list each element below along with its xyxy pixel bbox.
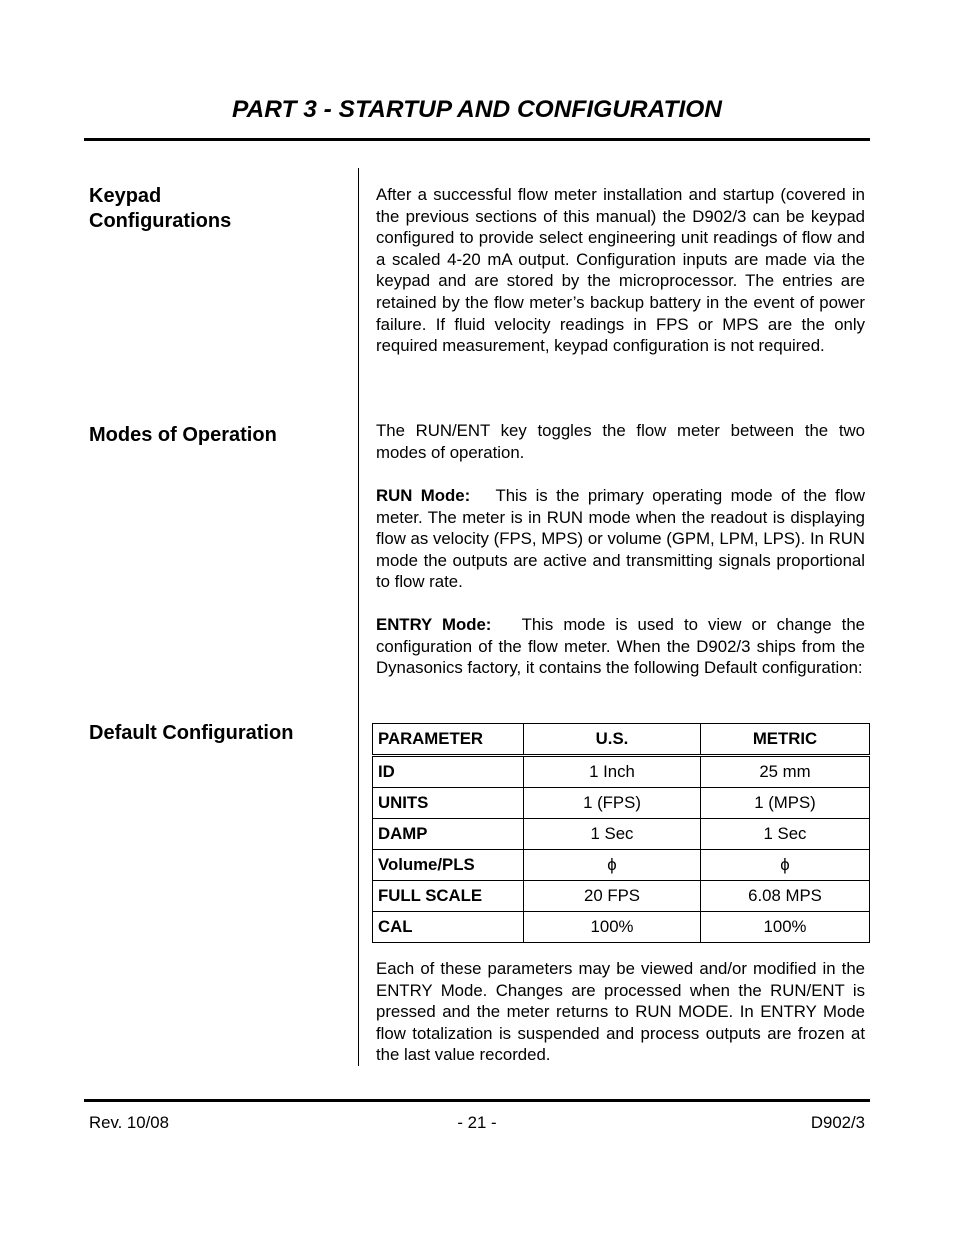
footer-model: D902/3 xyxy=(810,1113,865,1132)
table-row xyxy=(373,788,870,819)
row-metric-value: 25 mm xyxy=(701,756,870,788)
run-mode-text: This is the primary operating mode of the flow meter. The meter is in RUN mode when the readout is displaying flow as velocity (FPS, MPS) or volume (GPM, LPM, LPS). In RUN mode the outputs are active and transmitting signals proportional to flow rate. xyxy=(376,486,866,592)
footer-revision: Rev. 10/08 xyxy=(89,1113,169,1132)
modes-intro-paragraph: The RUN/ENT key toggles the flow meter between the two modes of operation. xyxy=(376,421,865,462)
default-configuration-heading: Default Configuration xyxy=(89,722,294,744)
row-us-value: ϕ xyxy=(524,849,701,880)
table-header-row xyxy=(373,724,870,756)
title-rule xyxy=(84,138,870,141)
row-metric-value: ϕ xyxy=(701,849,870,880)
modes-of-operation-heading: Modes of Operation xyxy=(89,424,277,446)
run-mode-paragraph xyxy=(376,485,865,593)
row-metric-value: 6.08 MPS xyxy=(701,880,870,911)
table-row xyxy=(373,911,870,942)
row-metric-value: 100% xyxy=(701,911,870,942)
table-row xyxy=(373,880,870,911)
row-us-value: 1 Sec xyxy=(524,819,701,850)
row-parameter: Volume/PLS xyxy=(373,849,524,880)
row-parameter: UNITS xyxy=(373,788,524,819)
entry-mode-paragraph xyxy=(376,614,865,679)
row-us-value: 1 (FPS) xyxy=(524,788,701,819)
header-parameter: PARAMETER xyxy=(373,724,524,756)
table-row xyxy=(373,819,870,850)
header-metric: METRIC xyxy=(701,724,870,756)
page-title: PART 3 - STARTUP AND CONFIGURATION xyxy=(232,96,722,123)
footer-page-number: - 21 - xyxy=(457,1113,497,1132)
keypad-heading-line2: Configurations xyxy=(89,210,232,232)
row-parameter: DAMP xyxy=(373,819,524,850)
row-us-value: 20 FPS xyxy=(524,880,701,911)
entry-mode-text: This mode is used to view or change the configuration of the flow meter. When the D902/3 ships from the Dynasonics factory, it contains the following Default configuration: xyxy=(376,615,866,678)
row-metric-value: 1 Sec xyxy=(701,819,870,850)
row-metric-value: 1 (MPS) xyxy=(701,788,870,819)
footer-rule xyxy=(84,1099,870,1102)
after-table-paragraph: Each of these parameters may be viewed and/or modified in the ENTRY Mode. Changes are processed when the RUN/ENT is pressed and the meter returns to RUN MODE. In ENTRY Mode flow totalization is suspended and process outputs are frozen at the last value recorded. xyxy=(376,959,865,1065)
entry-mode-label: ENTRY Mode: xyxy=(376,615,492,634)
keypad-paragraph: After a successful flow meter installation and startup (covered in the previous sections of this manual) the D902/3 can be keypad configured to provide select engineering unit readings of flow and a scaled 4-20 mA output. Configuration inputs are made via the keypad and are stored by the microprocessor. The entries are retained by the flow meter’s backup battery in the event of power failure. If fluid velocity readings in FPS or MPS are the only required measurement, keypad configuration is not required. xyxy=(376,185,865,356)
row-parameter: FULL SCALE xyxy=(373,880,524,911)
column-divider xyxy=(358,168,359,1066)
row-parameter: ID xyxy=(373,756,524,788)
run-mode-label: RUN Mode: xyxy=(376,486,471,505)
row-us-value: 1 Inch xyxy=(524,756,701,788)
keypad-heading-line1: Keypad xyxy=(89,185,162,207)
default-configuration-table xyxy=(372,723,870,943)
row-us-value: 100% xyxy=(524,911,701,942)
table-row xyxy=(373,849,870,880)
keypad-configurations-heading xyxy=(89,184,339,234)
header-us: U.S. xyxy=(524,724,701,756)
table-row xyxy=(373,756,870,788)
row-parameter: CAL xyxy=(373,911,524,942)
